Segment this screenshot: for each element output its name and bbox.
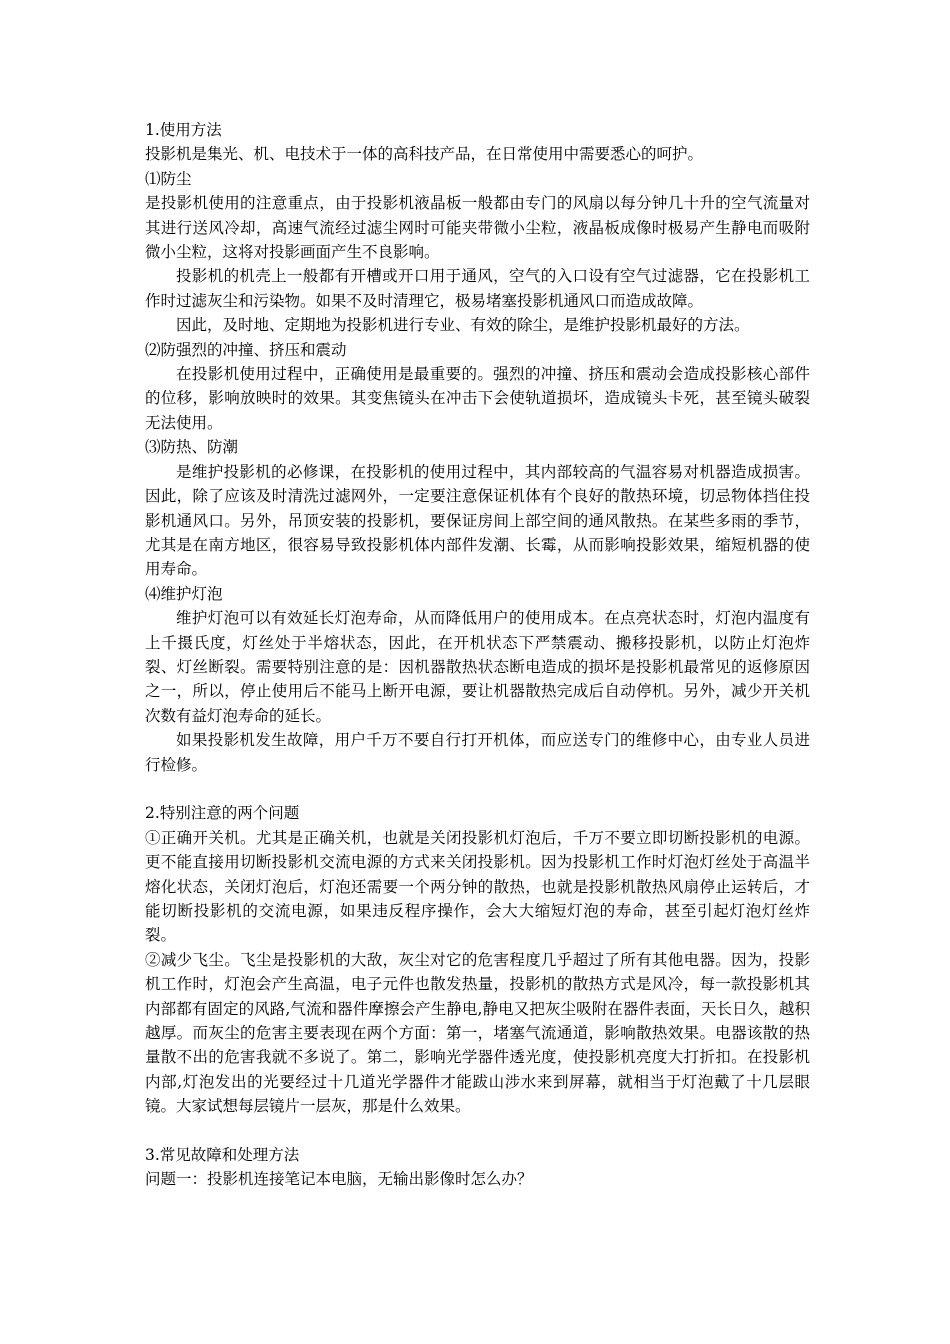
- dust-reduction-paragraph: ②减少飞尘。飞尘是投影机的大敌，灰尘对它的危害程度几乎超过了所有其他电器。因为，投影机工作时，灯泡会产生高温，电子元件也散发热量，投影机的散热方式是风冷，每一款投影机其内部都有固定的风路,气流和器件摩擦会产生静电,静电又把灰尘吸附在器件表面，天长日久，越积越厚。而灰尘的危害主要表现在两个方面：第一，堵塞气流通道，影响散热效果。电器该散的热量散不出的危害我就不多说了。第二，影响光学器件透光度，使投影机亮度大打折扣。在投影机内部,灯泡发出的光要经过十几道光学器件才能跋山涉水来到屏幕，就相当于灯泡戴了十几层眼镜。大家试想每层镜片一层灰，那是什么效果。: [145, 950, 810, 1116]
- subsection-impact-title: ⑵防强烈的冲撞、挤压和震动: [145, 340, 347, 359]
- lamp-paragraph-1: 维护灯泡可以有效延长灯泡寿命，从而降低用户的使用成本。在点亮状态时，灯泡内温度有上千摄氏度，灯丝处于半熔状态，因此，在开机状态下严禁震动、搬移投影机，以防止灯泡炸裂、灯丝断裂。需要特别注意的是：因机器散热状态断电造成的损坏是投影机最常见的返修原因之一，所以，停止使用后不能马上断开电源，要让机器散热完成后自动停机。另外，减少开关机次数有益灯泡寿命的延长。: [145, 609, 810, 725]
- spacer: [145, 1119, 810, 1143]
- section-3-title: 3.常见故障和处理方法: [145, 1146, 300, 1165]
- section-2-title: 2.特别注意的两个问题: [145, 804, 300, 823]
- document-body: [145, 118, 810, 1192]
- section-1-intro: 投影机是集光、机、电技术于一体的高科技产品，在日常使用中需要悉心的呵护。: [145, 145, 704, 164]
- lamp-paragraph-2: 如果投影机发生故障，用户千万不要自行打开机体，而应送专门的维修中心，由专业人员进行检修。: [145, 731, 810, 774]
- dust-paragraph-1: 是投影机使用的注意重点，由于投影机液晶板一般都由专门的风扇以每分钟几十升的空气流量对其进行送风冷却，高速气流经过滤尘网时可能夹带微小尘粒，液晶板成像时极易产生静电而吸附微小尘粒，这将对投影画面产生不良影响。: [145, 194, 810, 262]
- subsection-heat-title: ⑶防热、防潮: [145, 438, 239, 457]
- heat-paragraph: 是维护投影机的必修课，在投影机的使用过程中，其内部较高的气温容易对机器造成损害。因此，除了应该及时清洗过滤网外，一定要注意保证机体有个良好的散热环境，切忌物体挡住投影机通风口。另外，吊顶安装的投影机，要保证房间上部空间的通风散热。在某些多雨的季节，尤其是在南方地区，很容易导致投影机体内部件发潮、长霉，从而影响投影效果，缩短机器的使用寿命。: [145, 462, 810, 579]
- subsection-lamp-title: ⑷维护灯泡: [145, 584, 223, 603]
- section-1-title: 1.使用方法: [145, 121, 222, 139]
- impact-paragraph: 在投影机使用过程中，正确使用是最重要的。强烈的冲撞、挤压和震动会造成投影核心部件的位移，影响放映时的效果。其变焦镜头在冲击下会使轨道损坏，造成镜头卡死，甚至镜头破裂无法使用。: [145, 365, 810, 432]
- subsection-dust-title: ⑴防尘: [145, 169, 192, 188]
- spacer: [145, 777, 810, 801]
- dust-paragraph-2: 投影机的机壳上一般都有开槽或开口用于通风，空气的入口设有空气过滤器，它在投影机工作时过滤灰尘和污染物。如果不及时清理它，极易堵塞投影机通风口而造成故障。: [145, 267, 810, 310]
- question-1: 问题一：投影机连接笔记本电脑，无输出影像时怎么办？: [145, 1170, 533, 1189]
- dust-paragraph-3: 因此，及时地、定期地为投影机进行专业、有效的除尘，是维护投影机最好的方法。: [176, 316, 750, 335]
- power-off-paragraph: ①正确开关机。尤其是正确关机，也就是关闭投影机灯泡后，千万不要立即切断投影机的电源。更不能直接用切断投影机交流电源的方式来关闭投影机。因为投影机工作时灯泡灯丝处于高温半熔化状态，关闭灯泡后，灯泡还需要一个两分钟的散热，也就是投影机散热风扇停止运转后，才能切断投影机的交流电源，如果违反程序操作，会大大缩短灯泡的寿命，甚至引起灯泡灯丝炸裂。: [145, 828, 810, 945]
